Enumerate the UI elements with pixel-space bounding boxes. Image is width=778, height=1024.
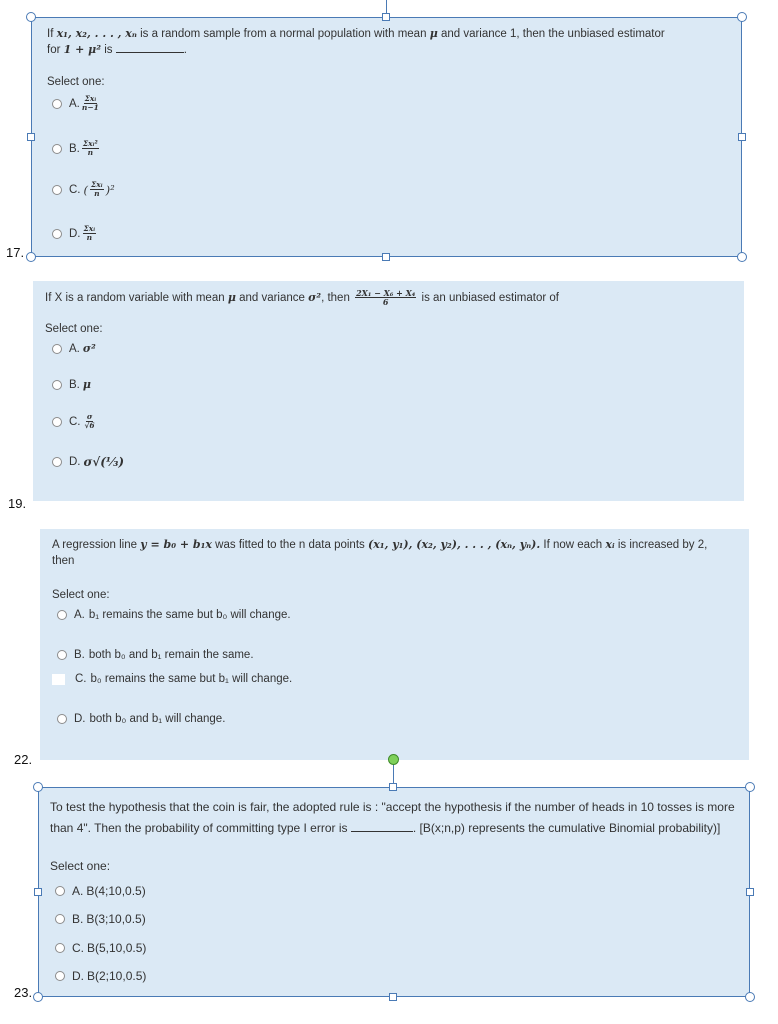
option-letter: B. [69, 378, 80, 391]
radio-button[interactable] [55, 886, 65, 896]
math-mu: μ [227, 291, 236, 304]
radio-button[interactable] [55, 971, 65, 981]
option-letter: D. [74, 713, 86, 725]
resize-handle-left[interactable] [27, 133, 35, 141]
option-text: b₀ remains the same but b₁ will change. [90, 673, 293, 685]
option-c[interactable] [52, 181, 115, 198]
question-text-part: and variance [239, 292, 305, 304]
question-text-part: then [52, 555, 75, 567]
question-text-part: and variance 1, then the unbiased estimator [440, 28, 665, 40]
math-xi: xᵢ [605, 538, 615, 551]
option-a[interactable] [55, 884, 146, 898]
option-letter: D. [72, 969, 84, 983]
option-letter: A. [69, 97, 80, 110]
answer-blank [116, 52, 184, 53]
fraction-denominator: n [87, 148, 94, 157]
question-text-part: is an unbiased estimator of [421, 292, 559, 304]
option-b[interactable] [57, 649, 254, 661]
question-text [47, 26, 727, 58]
answer-blank [351, 831, 413, 832]
radio-button[interactable] [57, 650, 67, 660]
question-text-part: If X is a random variable with mean [45, 292, 225, 304]
option-c[interactable] [55, 941, 146, 955]
resize-handle-top-left[interactable] [26, 12, 36, 22]
resize-handle-bottom-left[interactable] [26, 252, 36, 262]
question-number: 19. [8, 496, 27, 511]
resize-handle-top-right[interactable] [737, 12, 747, 22]
rotate-handle[interactable] [388, 754, 399, 765]
radio-button[interactable] [52, 417, 62, 427]
radio-button[interactable] [52, 344, 62, 354]
question-number: 22. [14, 752, 33, 767]
math-sample: x₁, x₂, . . . , xₙ [56, 27, 137, 40]
math-mu: μ [429, 27, 438, 40]
option-letter: D. [69, 456, 81, 468]
question-text-part: . [B(x;n,p) represents the cumulative Binomial probability)] [412, 821, 721, 835]
option-letter: A. [69, 342, 80, 355]
radio-button[interactable] [52, 99, 62, 109]
question-text-part: , then [321, 292, 350, 304]
option-b[interactable] [52, 378, 91, 391]
option-fraction [82, 140, 99, 157]
option-b[interactable] [55, 912, 146, 926]
fraction-numerator: Σxᵢ² [82, 139, 98, 148]
question-text-part: . [183, 44, 187, 56]
resize-handle-bottom-right[interactable] [745, 992, 755, 1002]
question-text-part: was fitted to the n data points [215, 539, 365, 551]
option-a[interactable] [57, 609, 291, 621]
question-text [45, 288, 735, 308]
math-sigma-squared: σ² [308, 291, 322, 304]
option-fraction [85, 413, 95, 430]
fraction-denominator: n [94, 189, 100, 198]
option-paren: ( [83, 182, 88, 197]
fraction-denominator: 6 [382, 297, 389, 308]
radio-button-masked[interactable] [52, 674, 65, 685]
option-text: B(2;10,0.5) [87, 969, 147, 983]
option-letter: B. [74, 649, 85, 661]
option-text: B(4;10,0.5) [86, 884, 146, 898]
option-letter: D. [69, 227, 81, 240]
option-text: b₁ remains the same but b₀ will change. [88, 609, 291, 621]
fraction-numerator: 2X₁ − X₆ + X₄ [356, 288, 416, 299]
math-regression-equation: y = b₀ + b₁x [140, 538, 212, 551]
option-letter: C. [69, 415, 81, 428]
question-text-part: A regression line [52, 539, 138, 551]
question-number: 17. [6, 245, 25, 260]
question-text-part: is a random sample from a normal population with mean [140, 28, 427, 40]
question-text [50, 797, 740, 839]
question-text-part: If now each [543, 539, 603, 551]
radio-button[interactable] [52, 457, 62, 467]
resize-handle-bottom[interactable] [382, 253, 390, 261]
option-math: μ [82, 378, 91, 391]
option-d[interactable] [52, 225, 98, 242]
radio-button[interactable] [52, 380, 62, 390]
select-one-label: Select one: [52, 589, 110, 601]
radio-button[interactable] [55, 943, 65, 953]
option-a[interactable] [52, 342, 96, 355]
estimator-fraction [355, 289, 416, 306]
radio-button[interactable] [52, 144, 62, 154]
radio-button[interactable] [52, 229, 62, 239]
select-one-label: Select one: [45, 323, 103, 335]
resize-handle-top[interactable] [389, 783, 397, 791]
option-text: both b₀ and b₁ remain the same. [88, 649, 254, 661]
question-text-part: for [47, 44, 61, 56]
resize-handle-bottom[interactable] [389, 993, 397, 1001]
option-letter: B. [72, 912, 84, 926]
option-text: B(3;10,0.5) [86, 912, 146, 926]
radio-button[interactable] [57, 610, 67, 620]
resize-handle-right[interactable] [738, 133, 746, 141]
option-c[interactable] [52, 673, 292, 685]
radio-button[interactable] [57, 714, 67, 724]
question-text-part: is [104, 44, 113, 56]
question-19-panel [33, 281, 744, 501]
fraction-numerator: Σxᵢ [83, 224, 96, 233]
question-text-part: than 4". Then the probability of committing type I error is [50, 821, 348, 835]
resize-handle-top-right[interactable] [745, 782, 755, 792]
fraction-numerator: Σxᵢ [91, 180, 103, 189]
option-text: B(5,10,0.5) [87, 941, 147, 955]
radio-button[interactable] [55, 914, 65, 924]
option-d[interactable] [57, 713, 225, 725]
math-data-points: (x₁, y₁), (x₂, y₂), . . . , (xₙ, yₙ). [367, 538, 541, 551]
fraction-numerator: Σxᵢ [84, 94, 97, 103]
question-number: 23. [14, 985, 33, 1000]
option-c[interactable] [52, 413, 97, 430]
fraction-denominator: n [86, 233, 93, 242]
option-letter: C. [69, 183, 81, 196]
question-text-part: If [47, 28, 54, 40]
resize-handle-bottom-left[interactable] [33, 992, 43, 1002]
option-fraction [83, 225, 97, 242]
option-letter: C. [75, 673, 87, 685]
option-math: σ² [82, 342, 96, 355]
option-math: σ√(⅓) [83, 455, 125, 469]
option-letter: A. [74, 609, 85, 621]
resize-handle-right[interactable] [746, 888, 754, 896]
resize-handle-bottom-right[interactable] [737, 252, 747, 262]
option-fraction [82, 95, 99, 112]
fraction-denominator: √6 [84, 421, 95, 430]
question-text-part: To test the hypothesis that the coin is fair, the adopted rule is : "accept the hypothesis if the number of heads in 10 tosses is more [50, 800, 735, 814]
option-fraction [90, 181, 104, 198]
option-text: both b₀ and b₁ will change. [89, 713, 226, 725]
option-b[interactable] [52, 140, 101, 157]
option-d[interactable] [55, 969, 146, 983]
fraction-numerator: σ [86, 412, 93, 421]
select-one-label: Select one: [50, 859, 111, 873]
option-paren: )² [105, 182, 115, 197]
select-one-label: Select one: [47, 76, 105, 88]
math-expression: 1 + μ² [63, 43, 102, 56]
radio-button[interactable] [52, 185, 62, 195]
option-letter: C. [72, 941, 84, 955]
resize-handle-left[interactable] [34, 888, 42, 896]
question-text-part: is increased by 2, [617, 539, 708, 551]
resize-handle-top[interactable] [382, 13, 390, 21]
question-text [52, 537, 742, 569]
fraction-denominator: n−1 [81, 103, 99, 112]
option-letter: B. [69, 142, 80, 155]
option-a[interactable] [52, 95, 101, 112]
resize-handle-top-left[interactable] [33, 782, 43, 792]
option-letter: A. [72, 884, 84, 898]
option-d[interactable] [52, 455, 124, 469]
